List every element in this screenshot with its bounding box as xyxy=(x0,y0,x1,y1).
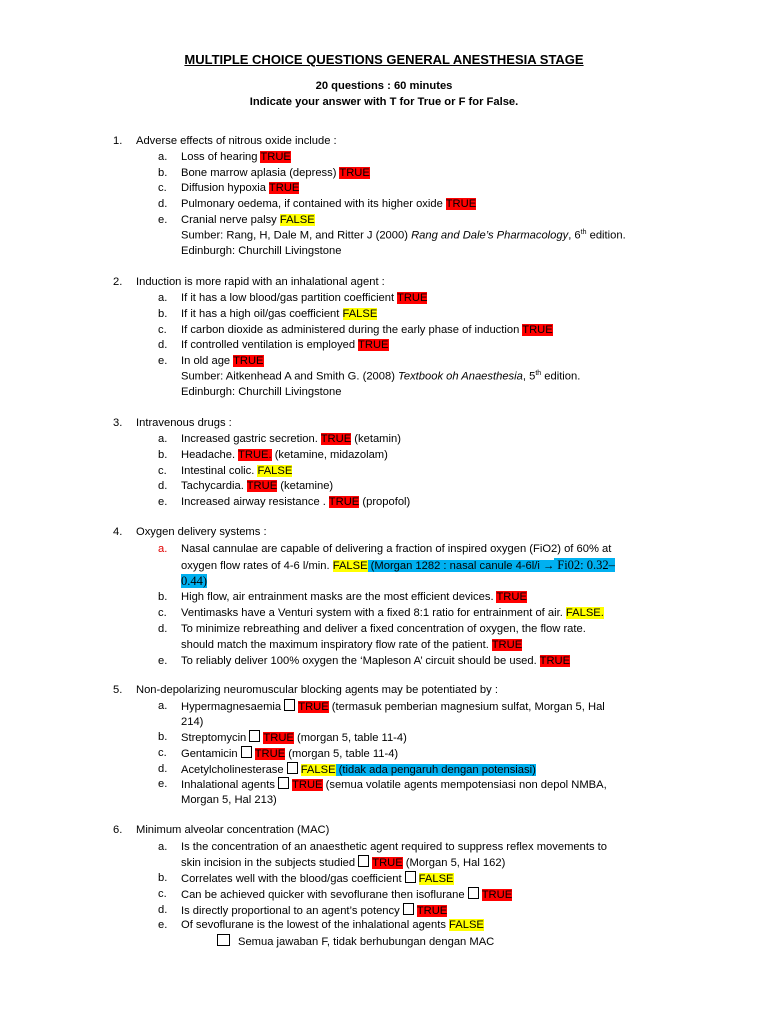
checkbox-icon xyxy=(468,887,479,899)
option-letter: e. xyxy=(158,214,168,226)
subtitle-instructions: Indicate your answer with T for True or F for False. xyxy=(249,96,519,108)
document-page: MULTIPLE CHOICE QUESTIONS GENERAL ANESTHESIA STAGE 20 questions : 60 minutes Indicate your answer with T for True or F for False. 1. Adverse effects of nitrous oxide include : a. Loss of hearing TRUE b. Bone marrow aplasia (depress) TRUE c. Diffusion hypoxia TRUE d. Pulmonary oedema, if contained with its higher oxide TRUE e. Cranial nerve palsy FALSE Sumber: Rang, H, Dale M, and Ritter J (2000) Rang and Dale’s Pharmacology, 6th edition. Edinburgh: Churchill Livingstone 2. Induction is more rapid with an inhalational agent : a. If it has a low blood/gas partition coefficient TRUE b. If it has a high oil/gas coefficient FALSE c. If carbon dioxide as administered during the early phase of induction TRUE d. If controlled ventilation is employed TRUE e. In old age TRUE Sumber: Aitkenhead A and Smith G. (2008) Textbook oh Anaesthesia, 5th edition. Edinburgh: Churchill Livingstone 3. Intravenous drugs : a. Increased gastric secretion. TRUE (ketamin) b. Headache. TRUE. (ketamine, midazolam) c. Intestinal colic. FALSE d. Tachycardia. TRUE (ketamine) e. Increased airway resistance . TRUE (propofol) 4. Oxygen delivery systems : a. Nasal cannulae are capable of delivering a fraction of inspired oxygen (FiO2) of 60% at oxygen flow rates of 4-6 l/min. FALSE (Morgan 1282 : nasal canule 4-6l/i → Fi02: 0.32– 0.44) b. High flow, air entrainment masks are the most efficient devices. TRUE c. Ventimasks have a Venturi system with a fixed 8:1 ratio for entrainment of air. FALSE. d. To minimize rebreathing and deliver a fixed concentration of oxygen, the flow rate. should match the maximum inspiratory flow rate of the patient. TRUE e. To reliably deliver 100% oxygen the ‘Mapleson A’ circuit should be used. TRUE 5. Non-depolarizing neuromuscular blocking agents may be potentiated by : a. Hypermagnesaemia TRUE (termasuk pemberian magnesium sulfat, Morgan 5, Hal 214) b. Streptomycin TRUE (morgan 5, table 11-4) c. Gentamicin TRUE (morgan 5, table 11-4) d. Acetylcholinesterase FALSE (tidak ada pengaruh dengan potensiasi) e. Inhalational agents TRUE (semua volatile agents mempotensiasi non depol NMBA, Morgan 5, Hal 213) 6. Minimum alveolar concentration (MAC) a. Is the concentration of an anaesthetic agent required to suppress reflex movements to skin incision in the subjects studied TRUE (Morgan 5, Hal 162) b. Correlates well with the blood/gas coefficient FALSE c. Can be achieved quicker with sevoflurane then isoflurane TRUE d. Is directly proportional to an agent’s potency TRUE e. Of sevoflurane is the lowest of the inhalational agents FALSE Semua jawaban F, tidak berhubungan dengan MAC xyxy=(0,0,768,1024)
answer-true: TRUE xyxy=(254,748,286,760)
answer-true: TRUE xyxy=(320,433,352,445)
answer-false: FALSE xyxy=(449,919,484,931)
question-text: Adverse effects of nitrous oxide include : xyxy=(136,135,337,147)
answer-true: TRUE. xyxy=(238,449,272,461)
answer-true: TRUE xyxy=(491,639,523,651)
answer-false: FALSE. xyxy=(565,607,604,619)
answer-true: TRUE xyxy=(539,655,571,667)
question-number: 1. xyxy=(113,135,123,147)
answer-false: FALSE xyxy=(300,764,336,776)
document-title: MULTIPLE CHOICE QUESTIONS GENERAL ANESTHESIA STAGE xyxy=(184,52,584,67)
question-number: 2. xyxy=(113,276,123,288)
answer-true: TRUE xyxy=(445,198,477,210)
option-letter: a. xyxy=(158,151,168,163)
answer-true: TRUE xyxy=(397,292,428,304)
answer-true: TRUE xyxy=(298,701,329,713)
answer-true: TRUE xyxy=(522,324,553,336)
checkbox-icon xyxy=(241,746,252,758)
answer-note: (tidak ada pengaruh dengan potensiasi) xyxy=(335,764,536,776)
answer-false: FALSE xyxy=(257,465,293,477)
arrow-icon: → xyxy=(542,560,555,572)
answer-true: TRUE xyxy=(268,182,300,194)
option-letter: c. xyxy=(158,182,167,194)
answer-true: TRUE xyxy=(233,355,264,367)
answer-true: TRUE xyxy=(496,591,527,603)
answer-true: TRUE xyxy=(260,151,291,163)
question-text: Induction is more rapid with an inhalational agent : xyxy=(136,276,385,288)
square-bullet-icon xyxy=(217,934,230,946)
answer-false: FALSE xyxy=(342,308,378,320)
answer-true: TRUE xyxy=(246,480,278,492)
answer-true: TRUE xyxy=(416,905,448,917)
option-letter: b. xyxy=(158,167,168,179)
checkbox-icon xyxy=(405,871,416,883)
subtitle-duration: 20 questions : 60 minutes xyxy=(315,80,453,92)
checkbox-icon xyxy=(278,777,289,789)
answer-true: TRUE xyxy=(339,167,370,179)
checkbox-icon xyxy=(287,762,298,774)
source-publisher: Edinburgh: Churchill Livingstone xyxy=(181,245,342,257)
checkbox-icon xyxy=(249,730,260,742)
answer-true: TRUE xyxy=(372,857,403,869)
answer-true: TRUE xyxy=(263,732,294,744)
source-reference: Sumber: Rang, H, Dale M, and Ritter J (2000) Rang and Dale’s Pharmacology, 6th edition. xyxy=(181,229,626,242)
answer-false: FALSE xyxy=(279,214,315,226)
answer-true: TRUE xyxy=(292,779,323,791)
answer-true: TRUE xyxy=(328,496,360,508)
answer-false: FALSE xyxy=(418,873,454,885)
answer-false: FALSE xyxy=(332,560,368,572)
checkbox-icon xyxy=(358,855,369,867)
source-publisher: Edinburgh: Churchill Livingstone xyxy=(181,386,342,398)
answer-true: TRUE xyxy=(481,889,513,901)
option-letter: d. xyxy=(158,198,168,210)
mac-footnote: Semua jawaban F, tidak berhubungan dengan MAC xyxy=(217,934,494,951)
answer-true: TRUE xyxy=(358,339,389,351)
answer-note: (Morgan 1282 : nasal canule 4-6l/i xyxy=(367,560,543,572)
checkbox-icon xyxy=(284,699,295,711)
checkbox-icon xyxy=(403,903,414,915)
source-reference: Sumber: Aitkenhead A and Smith G. (2008) Textbook oh Anaesthesia, 5th edition. xyxy=(181,370,581,383)
